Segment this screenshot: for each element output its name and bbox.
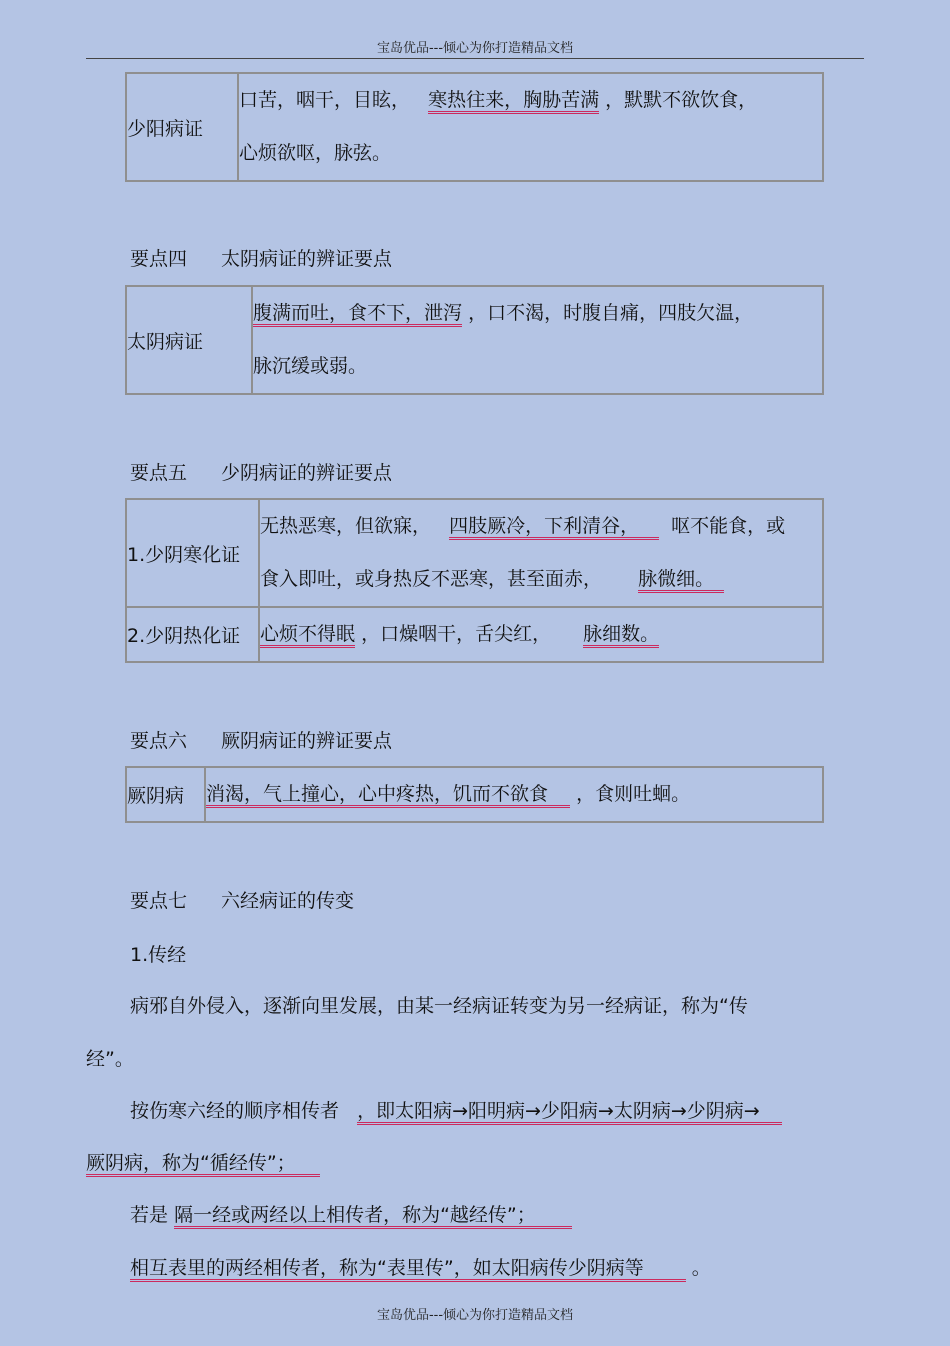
key-point: 四肢厥冷，下利清谷， [449,515,659,540]
taiyin-table [125,285,824,395]
text: 口苦，咽干，目眩， [239,89,411,111]
text: ，口燥咽干，舌尖红， [361,623,552,645]
taiyin-content [252,286,823,394]
section-title: 太阴病证的辨证要点 [221,248,393,270]
taiyin-line1 [253,287,822,340]
subheading: 1.传经 [130,944,187,966]
key-point: 厥阴病，称为“循经传”； [86,1152,320,1177]
text: 。 [691,1257,711,1279]
taiyin-label: 太阴病证 [126,286,252,394]
key-point: 消渴，气上撞心，心中疼热，饥而不欲食 [206,783,570,808]
key-point: ，即太阳病→阳明病→少阳病→太阴病→少阴病→ [357,1100,782,1125]
section-6-heading [130,726,392,753]
key-point: 腹满而吐，食不下，泄泻 [253,302,462,327]
key-point: 相互表里的两经相传者，称为“表里传”，如太阳病传少阴病等 [130,1257,686,1282]
jueyin-table [125,766,824,823]
header-rule [86,58,864,59]
shaoyang-label: 少阳病证 [126,73,238,181]
shaoyin-cold-content [259,499,823,607]
section-5-heading [130,458,392,485]
shaoyin-cold-line1 [260,500,822,553]
jueyin-content [205,767,823,822]
key-point: 隔一经或两经以上相传者，称为“越经传”； [174,1204,572,1229]
key-point: 寒热往来，胸胁苦满 [428,89,599,114]
section-number: 要点五 [130,462,188,484]
section-title: 少阴病证的辨证要点 [221,462,393,484]
paragraph-2-line-2 [86,1148,320,1175]
paragraph-3 [130,1200,572,1227]
paragraph-2-line-1 [130,1096,782,1123]
key-point: 心烦不得眠 [260,623,355,648]
shaoyin-heat-content [259,607,823,662]
page-footer: 宝岛优品---倾心为你打造精品文档 [376,1308,574,1323]
section-number: 要点四 [130,248,188,270]
shaoyang-content [238,73,823,181]
page-header: 宝岛优品---倾心为你打造精品文档 [376,41,574,56]
key-point: 脉微细。 [638,568,724,593]
shaoyang-line1 [239,74,822,127]
shaoyin-cold-line2 [260,553,822,606]
paragraph-1-line-2: 经”。 [86,1048,134,1070]
section-number: 要点七 [130,890,188,912]
shaoyang-line2: 心烦欲呕，脉弦。 [239,142,392,164]
section-7-heading [130,886,354,913]
section-title: 厥阴病证的辨证要点 [221,730,393,752]
text: 按伤寒六经的顺序相传者 [130,1100,340,1122]
shaoyang-table [125,72,824,182]
paragraph-4 [130,1253,711,1280]
taiyin-line2: 脉沉缓或弱。 [253,355,368,377]
text: ，默默不欲饮食， [605,89,758,111]
shaoyin-table [125,498,824,663]
text: 无热恶寒，但欲寐， [260,515,432,537]
text: 食入即吐，或身热反不恶寒，甚至面赤， [260,568,603,590]
text: ，食则吐蛔。 [576,783,691,805]
shaoyin-cold-label: 1.少阴寒化证 [126,499,259,607]
text: ，口不渴，时腹自痛，四肢欠温， [468,302,754,324]
text: 若是 [130,1204,169,1226]
shaoyin-heat-label: 2.少阴热化证 [126,607,259,662]
key-point: 脉细数。 [583,623,659,648]
section-title: 六经病证的传变 [221,890,355,912]
section-number: 要点六 [130,730,188,752]
section-4-heading [130,244,392,271]
jueyin-label: 厥阴病 [126,767,205,822]
paragraph-1-line-1: 病邪自外侵入，逐渐向里发展，由某一经病证转变为另一经病证，称为“传 [130,995,748,1017]
text: 呕不能食，或 [671,515,786,537]
